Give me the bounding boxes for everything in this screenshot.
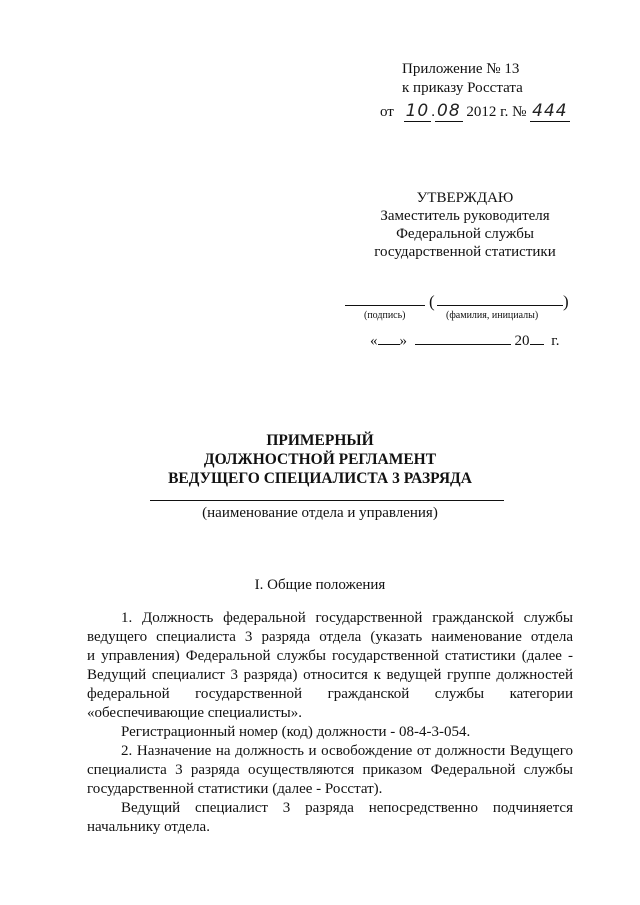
name-caption: (фамилия, инициалы) [446, 310, 539, 321]
department-line [150, 500, 504, 501]
approval-position-3: государственной статистики [374, 244, 556, 260]
name-close-paren: ) [563, 292, 569, 311]
p2-line: специалиста 3 разряда осуществляются приказом Федеральной службы [87, 762, 573, 778]
year-blank [530, 330, 544, 345]
p1-line: ведущего специалиста 3 разряда отдела (указать наименование отдела [87, 629, 573, 645]
p1-line: Ведущий специалист 3 разряда) относится к ведущей группе должностей [87, 667, 573, 683]
name-open-paren: ( [429, 292, 435, 311]
p3-line: Ведущий специалист 3 разряда непосредственно подчиняется [121, 800, 573, 816]
year-prefix: 20 [514, 333, 530, 349]
approval-date-line [370, 330, 559, 350]
approval-heading: УТВЕРЖДАЮ [416, 190, 514, 206]
section-heading: I. Общие положения [254, 577, 386, 593]
handwritten-day: 10 [405, 101, 430, 121]
p3-line: начальнику отдела. [87, 819, 210, 835]
appendix-date-line: от 10 . 08 2012 г. № 444 [380, 101, 568, 121]
handwritten-number: 444 [532, 101, 568, 121]
handwritten-month: 08 [437, 101, 461, 121]
day-blank [378, 330, 400, 345]
p2-line: 2. Назначение на должность и освобождение от должности Ведущего [121, 743, 573, 759]
p1-line: «обеспечивающие специалисты». [87, 705, 302, 721]
name-line [437, 305, 563, 306]
signature-line [345, 305, 425, 306]
p1-line: федеральной государственной гражданской службы категории [87, 686, 573, 702]
appendix-number: Приложение № 13 [402, 61, 520, 77]
signature-caption: (подпись) [364, 310, 406, 321]
p1-line: 1. Должность федеральной государственной гражданской службы [121, 610, 573, 626]
date-prefix: от [380, 104, 394, 120]
p1-line: и управления) Федеральной службы государственной статистики (далее - [87, 648, 573, 664]
title-line-3: ВЕДУЩЕГО СПЕЦИАЛИСТА 3 РАЗРЯДА [168, 470, 472, 487]
department-caption: (наименование отдела и управления) [202, 505, 438, 521]
close-quote: » [399, 333, 407, 349]
registration-number: Регистрационный номер (код) должности - 08-4-3-054. [121, 724, 471, 740]
title-line-2: ДОЛЖНОСТНОЙ РЕГЛАМЕНТ [203, 451, 437, 468]
appendix-order-ref: к приказу Росстата [402, 80, 523, 96]
approval-position-2: Федеральной службы [396, 226, 534, 242]
year-abbr: г. [551, 333, 560, 349]
month-blank [415, 330, 511, 345]
approval-position-1: Заместитель руководителя [380, 208, 550, 224]
title-line-1: ПРИМЕРНЫЙ [266, 432, 374, 449]
p2-line: государственной статистики (далее - Росстат). [87, 781, 383, 797]
number-prefix: № [512, 104, 527, 120]
paragraph-1 [87, 609, 573, 837]
date-year: 2012 г. [466, 104, 509, 120]
open-quote: « [370, 333, 378, 349]
